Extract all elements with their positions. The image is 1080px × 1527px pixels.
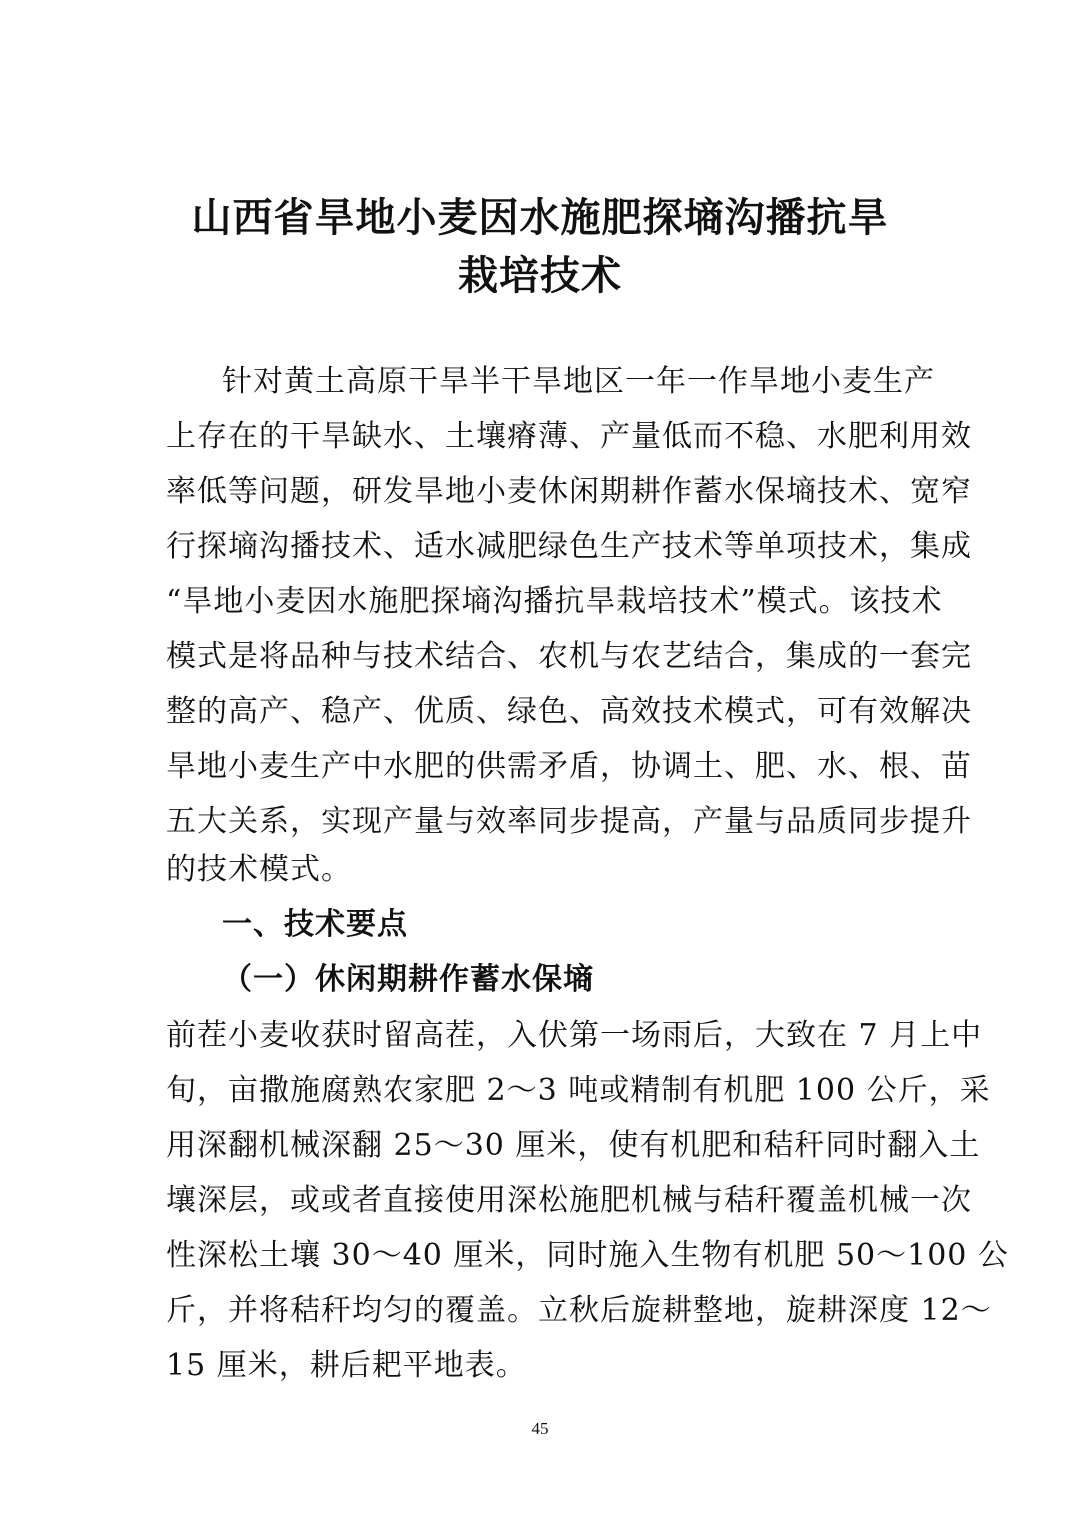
page-number: 45 [531, 1419, 549, 1438]
intro-line-9: 五大关系，实现产量与效率同步提高，产量与品质同步提升 [166, 804, 972, 839]
intro-line-2: 上存在的干旱缺水、土壤瘠薄、产量低而不稳、水肥利用效 [166, 419, 972, 454]
body-line-7: 15 厘米，耕后耙平地表。 [166, 1348, 527, 1383]
section-heading: 一、技术要点 [222, 907, 408, 942]
intro-line-10: 的技术模式。 [166, 852, 352, 887]
body-line-5: 性深松土壤 30～40 厘米，同时施入生物有机肥 50～100 公 [166, 1238, 1009, 1273]
body-line-6: 斤，并将秸秆均匀的覆盖。立秋后旋耕整地，旋耕深度 12～ [166, 1293, 992, 1328]
body-line-3: 用深翻机械深翻 25～30 厘米，使有机肥和秸秆同时翻入土 [166, 1128, 981, 1163]
body-line-4: 壤深层，或或者直接使用深松施肥机械与秸秆覆盖机械一次 [166, 1183, 972, 1218]
body-line-2: 旬，亩撒施腐熟农家肥 2～3 吨或精制有机肥 100 公斤，采 [166, 1073, 991, 1108]
body-line-1: 前茬小麦收获时留高茬，入伏第一场雨后，大致在 7 月上中 [166, 1018, 983, 1053]
intro-line-5: “旱地小麦因水施肥探墒沟播抗旱栽培技术”模式。该技术 [166, 584, 943, 619]
document-title-line-1: 山西省旱地小麦因水施肥探墒沟播抗旱 [191, 195, 889, 241]
intro-line-6: 模式是将品种与技术结合、农机与农艺结合，集成的一套完 [166, 639, 972, 674]
subsection-heading: （一）休闲期耕作蓄水保墒 [222, 962, 594, 997]
intro-line-4: 行探墒沟播技术、适水减肥绿色生产技术等单项技术，集成 [166, 529, 972, 564]
document-title-line-2: 栽培技术 [458, 253, 622, 299]
intro-line-1: 针对黄土高原干旱半干旱地区一年一作旱地小麦生产 [222, 364, 935, 399]
intro-line-7: 整的高产、稳产、优质、绿色、高效技术模式，可有效解决 [166, 694, 972, 729]
intro-line-8: 旱地小麦生产中水肥的供需矛盾，协调土、肥、水、根、苗 [166, 749, 972, 784]
intro-line-3: 率低等问题，研发旱地小麦休闲期耕作蓄水保墒技术、宽窄 [166, 474, 972, 509]
